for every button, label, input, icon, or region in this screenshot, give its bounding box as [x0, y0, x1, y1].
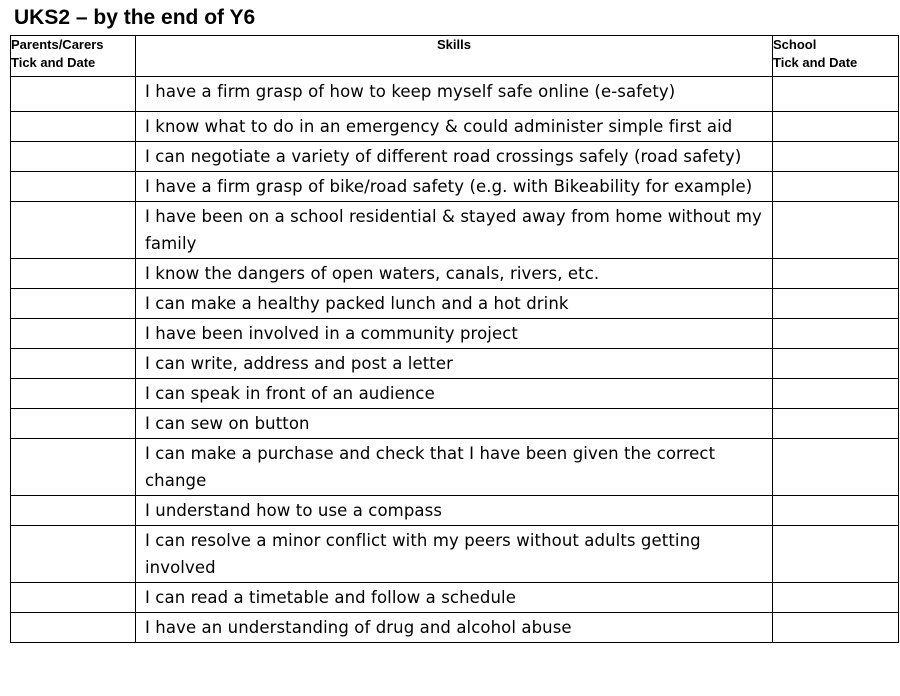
skill-text: I know what to do in an emergency & could administer simple first aid — [136, 112, 773, 142]
skill-text: I can speak in front of an audience — [136, 379, 773, 409]
school-tick-cell[interactable] — [773, 259, 899, 289]
parent-tick-cell[interactable] — [11, 77, 136, 112]
skill-text: I can make a healthy packed lunch and a hot drink — [136, 289, 773, 319]
parents-header-line2: Tick and Date — [11, 55, 96, 70]
school-tick-cell[interactable] — [773, 409, 899, 439]
parent-tick-cell[interactable] — [11, 379, 136, 409]
skill-text: I know the dangers of open waters, canals, rivers, etc. — [136, 259, 773, 289]
skill-text: I can make a purchase and check that I have been given the correct change — [136, 439, 773, 496]
parent-tick-cell[interactable] — [11, 319, 136, 349]
table-row — [11, 319, 899, 349]
header-row — [11, 36, 899, 77]
table-row — [11, 172, 899, 202]
skills-checklist-table — [10, 35, 899, 643]
parent-tick-cell[interactable] — [11, 583, 136, 613]
table-row — [11, 439, 899, 496]
parent-tick-cell[interactable] — [11, 112, 136, 142]
school-tick-cell[interactable] — [773, 526, 899, 583]
table-row — [11, 613, 899, 643]
parent-tick-cell[interactable] — [11, 202, 136, 259]
parent-tick-cell[interactable] — [11, 349, 136, 379]
school-header — [773, 36, 899, 77]
parent-tick-cell[interactable] — [11, 526, 136, 583]
school-tick-cell[interactable] — [773, 613, 899, 643]
skill-text: I have an understanding of drug and alcohol abuse — [136, 613, 773, 643]
table-row — [11, 379, 899, 409]
parents-header-line1: Parents/Carers — [11, 37, 104, 52]
school-tick-cell[interactable] — [773, 349, 899, 379]
table-row — [11, 259, 899, 289]
table-row — [11, 289, 899, 319]
school-tick-cell[interactable] — [773, 439, 899, 496]
table-row — [11, 112, 899, 142]
skill-text: I have a firm grasp of how to keep myself safe online (e-safety) — [136, 77, 773, 112]
skill-text: I can read a timetable and follow a schedule — [136, 583, 773, 613]
parent-tick-cell[interactable] — [11, 409, 136, 439]
skill-text: I can negotiate a variety of different road crossings safely (road safety) — [136, 142, 773, 172]
school-tick-cell[interactable] — [773, 319, 899, 349]
table-row — [11, 349, 899, 379]
skill-text: I have been involved in a community project — [136, 319, 773, 349]
school-tick-cell[interactable] — [773, 496, 899, 526]
parent-tick-cell[interactable] — [11, 439, 136, 496]
table-row — [11, 142, 899, 172]
table-row — [11, 496, 899, 526]
skill-text: I have been on a school residential & stayed away from home without my family — [136, 202, 773, 259]
parent-tick-cell[interactable] — [11, 496, 136, 526]
school-tick-cell[interactable] — [773, 583, 899, 613]
skill-text: I can sew on button — [136, 409, 773, 439]
table-row — [11, 526, 899, 583]
skills-header: Skills — [136, 36, 773, 77]
school-tick-cell[interactable] — [773, 289, 899, 319]
table-row — [11, 409, 899, 439]
skill-text: I understand how to use a compass — [136, 496, 773, 526]
parent-tick-cell[interactable] — [11, 172, 136, 202]
school-header-line1: School — [773, 37, 817, 52]
parent-tick-cell[interactable] — [11, 259, 136, 289]
school-header-line2: Tick and Date — [773, 55, 858, 70]
skill-text: I can resolve a minor conflict with my peers without adults getting involved — [136, 526, 773, 583]
school-tick-cell[interactable] — [773, 379, 899, 409]
table-row — [11, 583, 899, 613]
page-title: UKS2 – by the end of Y6 — [14, 6, 256, 29]
skill-text: I can write, address and post a letter — [136, 349, 773, 379]
table-row — [11, 202, 899, 259]
table-row — [11, 77, 899, 112]
parent-tick-cell[interactable] — [11, 613, 136, 643]
school-tick-cell[interactable] — [773, 112, 899, 142]
school-tick-cell[interactable] — [773, 142, 899, 172]
parent-tick-cell[interactable] — [11, 289, 136, 319]
school-tick-cell[interactable] — [773, 172, 899, 202]
school-tick-cell[interactable] — [773, 77, 899, 112]
skill-text: I have a firm grasp of bike/road safety (e.g. with Bikeability for example) — [136, 172, 773, 202]
school-tick-cell[interactable] — [773, 202, 899, 259]
parent-tick-cell[interactable] — [11, 142, 136, 172]
parents-carers-header — [11, 36, 136, 77]
